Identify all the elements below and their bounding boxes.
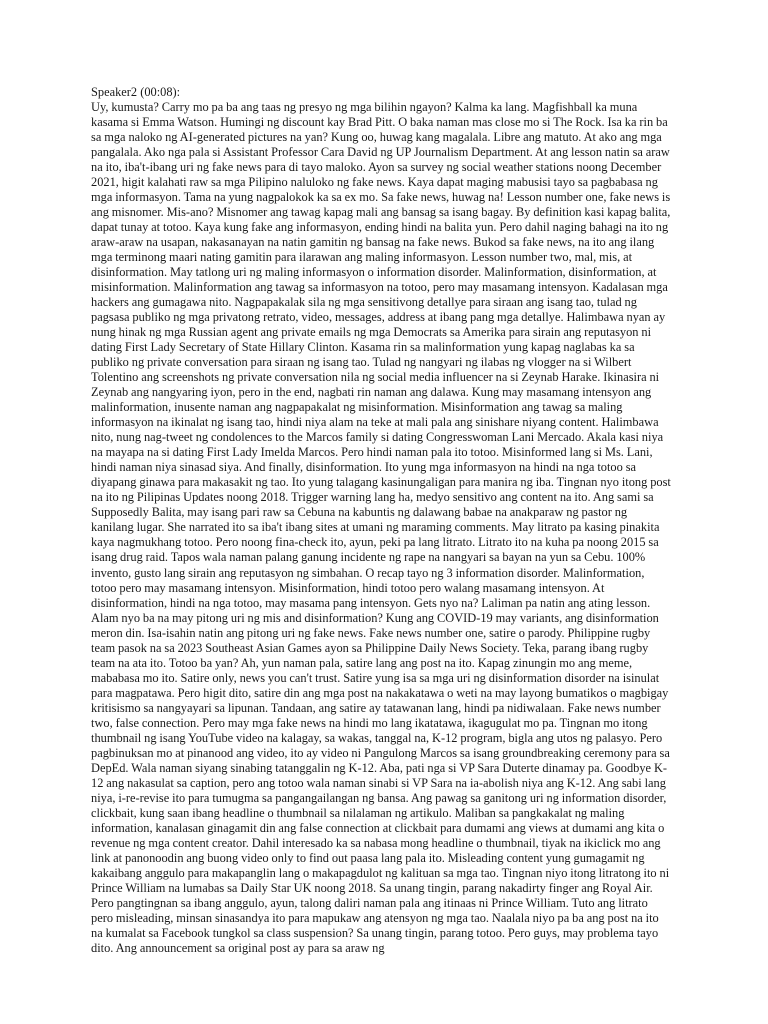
transcript-page [91, 85, 674, 956]
speaker-label: Speaker2 (00:08): [91, 85, 181, 99]
transcript-text: Uy, kumusta? Carry mo pa ba ang taas ng presyo ng mga bilihin ngayon? Kalma ka lang. Magfishball ka muna kasama si Emma Watson. Humingi ng discount kay Brad Pitt. O baka naman mas close mo si The Rock. Isa ka rin ba sa mga naloko ng AI-generated pictures na yan? Kung oo, huwag kang magalala. Libre ang matuto. At ako ang mga pangalala. Ako nga pala si Assistant Professor Cara David ng UP Journalism Department. At ang lesson natin sa araw na ito, iba't-ibang uri ng fake news para di tayo maloko. Ayon sa survey ng social weather stations noong December 2021, higit kalahati raw sa mga Pilipino naluloko ng fake news. Kaya dapat maging mabusisi tayo sa pagbabasa ng mga informasyon. Tama na yung nagpalokok ka sa ex mo. Sa fake news, huwag na! Lesson number one, fake news is ang misnomer. Mis-ano? Misnomer ang tawag kapag mali ang bansag sa isang bagay. By definition kasi kapag balita, dapat tunay at totoo. Kaya kung fake ang informasyon, ending hindi na balita yun. Pero dahil naging bahagi na ito ng araw-araw na usapan, nakasanayan na natin gamitin ng bansag na fake news. Bukod sa fake news, na ito ang ilang mga terminong maari nating gamitin para ilarawan ang maling informasyon. Lesson number two, mal, mis, at disinformation. May tatlong uri ng maling informasyon o information disorder. Malinformation, disinformation, at misinformation. Malinformation ang tawag sa informasyon na totoo, pero may masamang intensyon. Kadalasan mga hackers ang gumagawa nito. Nagpapakalak sila ng mga sensitivong detallye para siraan ang isang tao, tulad ng pagsasa publiko ng mga privatong retrato, video, messages, address at ibang pang mga detallye. Halimbawa nyan ay nung hinak ng mga Russian agent ang private emails ng mga Democrats sa Amerika para sirain ang reputasyon ni dating First Lady Secretary of State Hillary Clinton. Kasama rin sa malinformation yung kapag naglabas ka sa publiko ng private conversation para siraan ng isang tao. Tulad ng nangyari ng ilabas ng vlogger na si Wilbert Tolentino ang screenshots ng private conversation nila ng social media influencer na si Zeynab Harake. Ikinasira ni Zeynab ang nangyaring iyon, pero in the end, nagbati rin naman ang dalawa. Kung may masamang intensyon ang malinformation, inusente naman ang nagpapakalat ng misinformation. Misinformation ang tawag sa maling informasyon na ikinalat ng isang tao, hindi niya alam na teke at mali pala ang sinishare niyang content. Halimbawa nito, nung nag-tweet ng condolences to the Marcos family si dating Congresswoman Lani Mercado. Akala kasi niya na mayapa na si dating First Lady Imelda Marcos. Pero hindi naman pala ito totoo. Misinformed lang si Ms. Lani, hindi naman niya sinasad siya. And finally, disinformation. Ito yung mga informasyon na hindi na nga totoo sa diyapang ginawa para makasakit ng tao. Ito yung talagang kasinungaligan para manira ng iba. Tingnan nyo itong post na ito ng Pilipinas Updates noong 2018. Trigger warning lang ha, medyo sensitivo ang content na ito. Ang sami sa Supposedly Balita, may isang pari raw sa Cebuna na kabuntis ng dalawang babae na anakparaw ng pastor ng kanilang lugar. She narrated ito sa iba't ibang sites at umani ng maraming comments. May litrato pa kasing pinakita kaya nagmukhang totoo. Pero noong fina-check ito, ayun, peki pa lang litrato. Litrato ito na kuha pa noong 2015 sa isang drug raid. Tapos wala naman palang ganung incidente ng rape na nangyari sa bayan na yun sa Cebu. 100% invento, gusto lang sirain ang reputasyon ng simbahan. O recap tayo ng 3 information disorder. Malinformation, totoo pero may masamang intensyon. Misinformation, hindi totoo pero walang masamang intensyon. At disinformation, hindi na nga totoo, may masama pang intensyon. Gets nyo na? Laliman pa natin ang ating lesson. Alam nyo ba na may pitong uri ng mis and disinformation? Kung ang COVID-19 may variants, ang disinformation meron din. Isa-isahin natin ang pitong uri ng fake news. Fake news number one, satire o parody. Philippine rugby team pasok na sa 2023 Southeast Asian Games ayon sa Philippine Daily News Society. Teka, parang ibang rugby team na ata ito. Totoo ba yan? Ah, yun naman pala, satire lang ang post na ito. Kapag zinungin mo ang meme, mababasa mo ito. Satire only, news you can't trust. Satire yung isa sa mga uri ng disinformation disorder na isinulat para magpatawa. Pero higit dito, satire din ang mga post na nakakatawa o weti na may layong bumatikos o magbigay kritisismo sa nangyayari sa lipunan. Tandaan, ang satire ay tatawanan lang, hindi pa nidiwalaan. Fake news number two, false connection. Pero may mga fake news na hindi mo lang ikatatawa, ikagugulat mo pa. Tingnan mo itong thumbnail ng isang YouTube video na kalagay, sa wakas, tanggal na, K-12 program, bigla ang utos ng palasyo. Pero pagbinuksan mo at pinanood ang video, ito ay video ni Pangulong Marcos sa isang groundbreaking ceremony para sa DepEd. Wala naman siyang sinabing tatanggalin ng K-12. Aba, pati nga si VP Sara Duterte dinamay pa. Goodbye K-12 ang nakasulat sa caption, pero ang totoo wala naman sinabi si VP Sara na ia-abolish niya ang K-12. Ang sabi lang niya, i-re-revise ito para tumugma sa pangangailangan ng bansa. Ang pawag sa ganitong uri ng information disorder, clickbait, kung saan ibang headline o thumbnail sa nilalaman ng artikulo. Maliban sa pangkakalat ng maling information, kanalasan ginagamit din ang false connection at clickbait para dumami ang views at dumami ang kita o revenue ng mga content creator. Dahil interesado ka sa nabasa mong headline o thumbnail, tiyak na ikiclick mo ang link at panonoodin ang buong video only to find out paasa lang pala ito. Misleading content yung gumagamit ng kakaibang anggulo para makapanglin lang o makapagdulot ng kalituan sa mga tao. Tingnan niyo itong litratong ito ni Prince William na lumabas sa Daily Star UK noong 2018. Sa unang tingin, parang nakadirty finger ang Royal Air. Pero pangtingnan sa ibang anggulo, ayun, talong daliri naman pala ang itinaas ni Prince William. Tuto ang litrato pero misleading, minsan sinasandya ito para mapukaw ang atensyon ng mga tao. Naalala niyo pa ba ang post na ito na kumalat sa Facebook tungkol sa class suspension? Sa unang tingin, parang totoo. Pero guys, may problema tayo dito. Ang announcement sa original post ay para sa araw ng [91, 100, 674, 955]
